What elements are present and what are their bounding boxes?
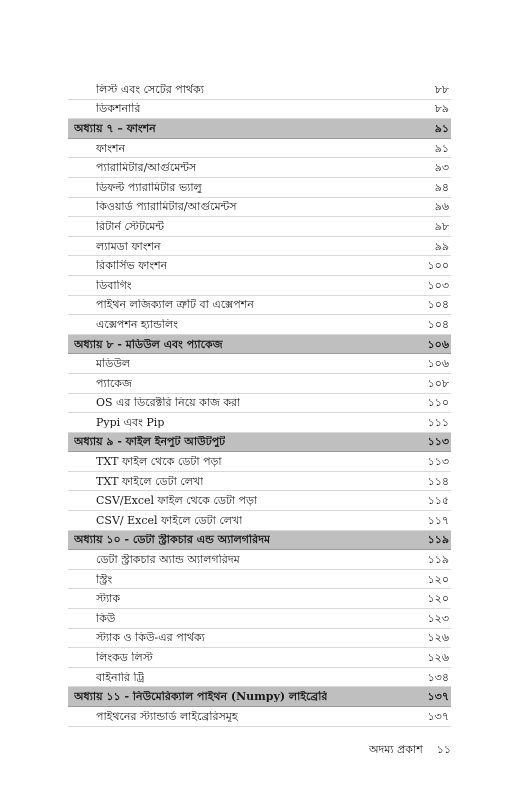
toc-entry <box>68 139 451 159</box>
toc-chapter-heading <box>68 119 451 139</box>
entry-title: কিউ <box>96 612 116 624</box>
entry-title: কিওয়ার্ড প্যারামিটার/আর্গুমেন্টস <box>96 201 237 213</box>
entry-title: ডিফল্ট প্যারামিটার ভ্যালু <box>96 181 202 193</box>
entry-page-number: ৯৮ <box>434 219 449 233</box>
entry-page-number: ১০৪ <box>427 317 449 331</box>
chapter-title: অধ্যায় ৭ – ফাংশন <box>74 122 156 134</box>
toc-entry <box>68 296 451 316</box>
entry-page-number: ১১৩ <box>427 435 449 449</box>
entry-page-number: ১২০ <box>427 592 449 606</box>
entry-page-number: ১১৫ <box>427 494 449 508</box>
toc-entry <box>68 452 451 472</box>
toc-entry <box>68 354 451 374</box>
entry-page-number: ১২০ <box>427 572 449 586</box>
toc-entry <box>68 217 451 237</box>
toc-chapter-heading <box>68 335 451 355</box>
entry-page-number: ৯৪ <box>434 180 449 194</box>
toc-entry <box>68 394 451 414</box>
toc-entry <box>68 276 451 296</box>
toc-entry <box>68 648 451 668</box>
entry-title: বাইনারি ট্রি <box>96 671 145 683</box>
entry-page-number: ১০৩ <box>427 278 449 292</box>
toc-chapter-heading <box>68 687 451 707</box>
entry-title: ডিবাগিং <box>96 279 132 291</box>
entry-page-number: ১০৮ <box>427 376 449 390</box>
page-number: ১১ <box>436 743 451 756</box>
toc-entry <box>68 550 451 570</box>
entry-page-number: ৯৩ <box>434 161 449 175</box>
toc-entry <box>68 315 451 335</box>
entry-page-number: ১১৯ <box>427 553 449 567</box>
toc-entry <box>68 158 451 178</box>
entry-page-number: ১১০ <box>427 396 449 410</box>
entry-page-number: ১১৩ <box>427 455 449 469</box>
entry-title: প্যাকেজ <box>96 377 132 389</box>
entry-page-number: ৮৮ <box>434 82 449 96</box>
entry-page-number: ১৩৪ <box>427 670 449 684</box>
entry-page-number: ১২৬ <box>427 651 449 665</box>
chapter-title: অধ্যায় ৮ - মডিউল এবং প্যাকেজ <box>74 338 223 350</box>
entry-title: Pypi এবং Pip <box>96 416 165 428</box>
entry-page-number: ১২৩ <box>427 611 449 625</box>
entry-page-number: ১৩৭ <box>427 709 449 723</box>
toc-entry <box>68 100 451 120</box>
chapter-title: অধ্যায় ৯ - ফাইল ইনপুট আউটপুট <box>74 436 226 448</box>
entry-page-number: ১০৪ <box>427 298 449 312</box>
entry-title: রিটার্ন স্টেটমেন্ট <box>96 220 165 232</box>
entry-page-number: ৯১ <box>434 121 449 135</box>
entry-page-number: ১০৬ <box>427 357 449 371</box>
toc-entry <box>68 609 451 629</box>
entry-title: পাইথন লজিক্যাল ত্রুটি বা এক্সেপশন <box>96 299 254 311</box>
entry-page-number: ৯৯ <box>434 239 449 253</box>
entry-title: স্ট্যাক ও কিউ-এর পার্থক্য <box>96 632 205 644</box>
toc-entry <box>68 80 451 100</box>
entry-title: CSV/Excel ফাইল থেকে ডেটা পড়া <box>96 495 258 507</box>
entry-title: রিকার্সিভ ফাংশন <box>96 260 168 272</box>
entry-title: CSV/ Excel ফাইলে ডেটা লেখা <box>96 514 243 526</box>
entry-title: লিস্ট এবং সেটের পার্থক্য <box>96 83 204 95</box>
toc-entry <box>68 374 451 394</box>
toc-entry <box>68 178 451 198</box>
toc-chapter-heading <box>68 531 451 551</box>
entry-title: মডিউল <box>96 358 131 370</box>
entry-title: ডিকশনারি <box>96 103 141 115</box>
entry-page-number: ১২৬ <box>427 631 449 645</box>
entry-page-number: ৯১ <box>434 141 449 155</box>
toc-entry <box>68 413 451 433</box>
entry-title: লিংকড লিস্ট <box>96 652 153 664</box>
chapter-title: অধ্যায় ১০ - ডেটা স্ট্রাকচার এন্ড অ্যালগরিদম <box>74 534 271 546</box>
publisher-name: অদম্য প্রকাশ <box>369 743 423 756</box>
entry-title: TXT ফাইল থেকে ডেটা পড়া <box>96 456 222 468</box>
entry-title: পাইথনের স্ট্যান্ডার্ড লাইব্রেরিসমূহ <box>96 710 238 722</box>
entry-page-number: ৮৯ <box>434 102 449 116</box>
toc-entry <box>68 511 451 531</box>
entry-page-number: ১১৪ <box>427 474 449 488</box>
entry-title: TXT ফাইলে ডেটা লেখা <box>96 475 204 487</box>
toc-entry <box>68 256 451 276</box>
entry-title: এক্সেপশন হ্যান্ডলিং <box>96 318 178 330</box>
entry-title: প্যারামিটার/আর্গুমেন্টস <box>96 162 197 174</box>
toc-entry <box>68 198 451 218</box>
chapter-title: অধ্যায় ১১ - নিউমেরিক্যাল পাইথন (Numpy) লাইব্রেরি <box>74 691 328 703</box>
toc-entry <box>68 472 451 492</box>
entry-page-number: ১০৬ <box>427 337 449 351</box>
toc-entry <box>68 589 451 609</box>
entry-title: ফাংশন <box>96 142 126 154</box>
entry-title: ল্যামডা ফাংশন <box>96 240 161 252</box>
entry-page-number: ১১৯ <box>427 533 449 547</box>
toc-entry <box>68 237 451 257</box>
toc-entry <box>68 629 451 649</box>
entry-page-number: ১৩৭ <box>427 690 449 704</box>
table-of-contents <box>68 80 451 727</box>
entry-page-number: ১০০ <box>427 259 449 273</box>
entry-title: ডেটা স্ট্রাকচার অ্যান্ড অ্যালগরিদম <box>96 554 240 566</box>
toc-entry <box>68 668 451 688</box>
toc-chapter-heading <box>68 433 451 453</box>
entry-title: স্ট্যাক <box>96 593 121 605</box>
toc-entry <box>68 570 451 590</box>
entry-page-number: ৯৬ <box>434 200 449 214</box>
page-footer <box>0 741 451 760</box>
entry-title: OS এর ডিরেক্টরি নিয়ে কাজ করা <box>96 397 241 409</box>
entry-page-number: ১১১ <box>427 415 449 429</box>
entry-title: স্ট্রিং <box>96 573 113 585</box>
toc-entry <box>68 491 451 511</box>
entry-page-number: ১১৭ <box>427 513 449 527</box>
toc-entry <box>68 707 451 727</box>
